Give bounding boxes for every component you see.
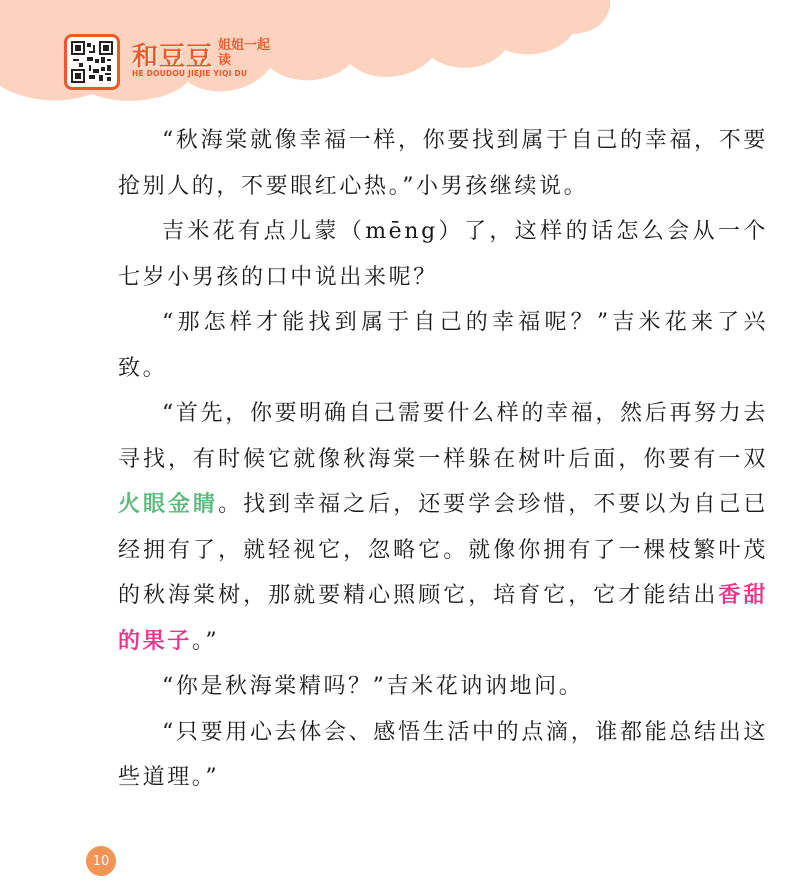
brand-logo	[132, 36, 292, 92]
brand-title: 和豆豆	[132, 42, 214, 72]
paragraph-text: “你是秋海棠精吗？”吉米花讷讷地问。	[162, 674, 584, 699]
brand-pinyin: HE DOUDOU JIEJIE YIQI DU	[132, 69, 248, 78]
paragraph-text: “秋海棠就像幸福一样，你要找到属于自己的幸福，不要抢别人的，不要眼红心热。”小男孩继续说。	[118, 128, 768, 199]
highlighted-phrase: 香甜的果子	[118, 583, 769, 654]
paragraph	[118, 710, 768, 801]
page-number: 10	[86, 846, 116, 876]
paragraph-text: 吉米花有点儿蒙（mēng）了，这样的话怎么会从一个七岁小男孩的口中说出来呢？	[118, 219, 768, 290]
qr-code-icon	[71, 41, 113, 83]
paragraph-text: “首先，你要明确自己需要什么样的幸福，然后再努力去寻找，有时候它就像秋海棠一样躲在树叶后面，你要有一双	[118, 401, 768, 472]
paragraph	[118, 300, 768, 391]
paragraph-text: 。”	[191, 628, 220, 654]
brand-subtitle: 姐姐一起读	[218, 38, 271, 68]
paragraph	[118, 391, 768, 664]
paragraph	[118, 118, 768, 209]
paragraph-text: “那怎样才能找到属于自己的幸福呢？”吉米花来了兴致。	[118, 310, 768, 381]
paragraph-text: “只要用心去体会、感悟生活中的点滴，谁都能总结出这些道理。”	[118, 719, 768, 790]
paragraph-text: 。找到幸福之后，还要学会珍惜，不要以为自己已经拥有了，就轻视它，忽略它。就像你拥有了一棵枝繁叶茂的秋海棠树，那就要精心照顾它，培育它，它才能结出	[118, 492, 769, 608]
paragraph	[118, 209, 768, 300]
qr-code[interactable]	[64, 34, 120, 90]
story-text	[118, 118, 768, 801]
paragraph	[118, 664, 768, 710]
highlighted-idiom: 火眼金睛	[118, 492, 219, 517]
